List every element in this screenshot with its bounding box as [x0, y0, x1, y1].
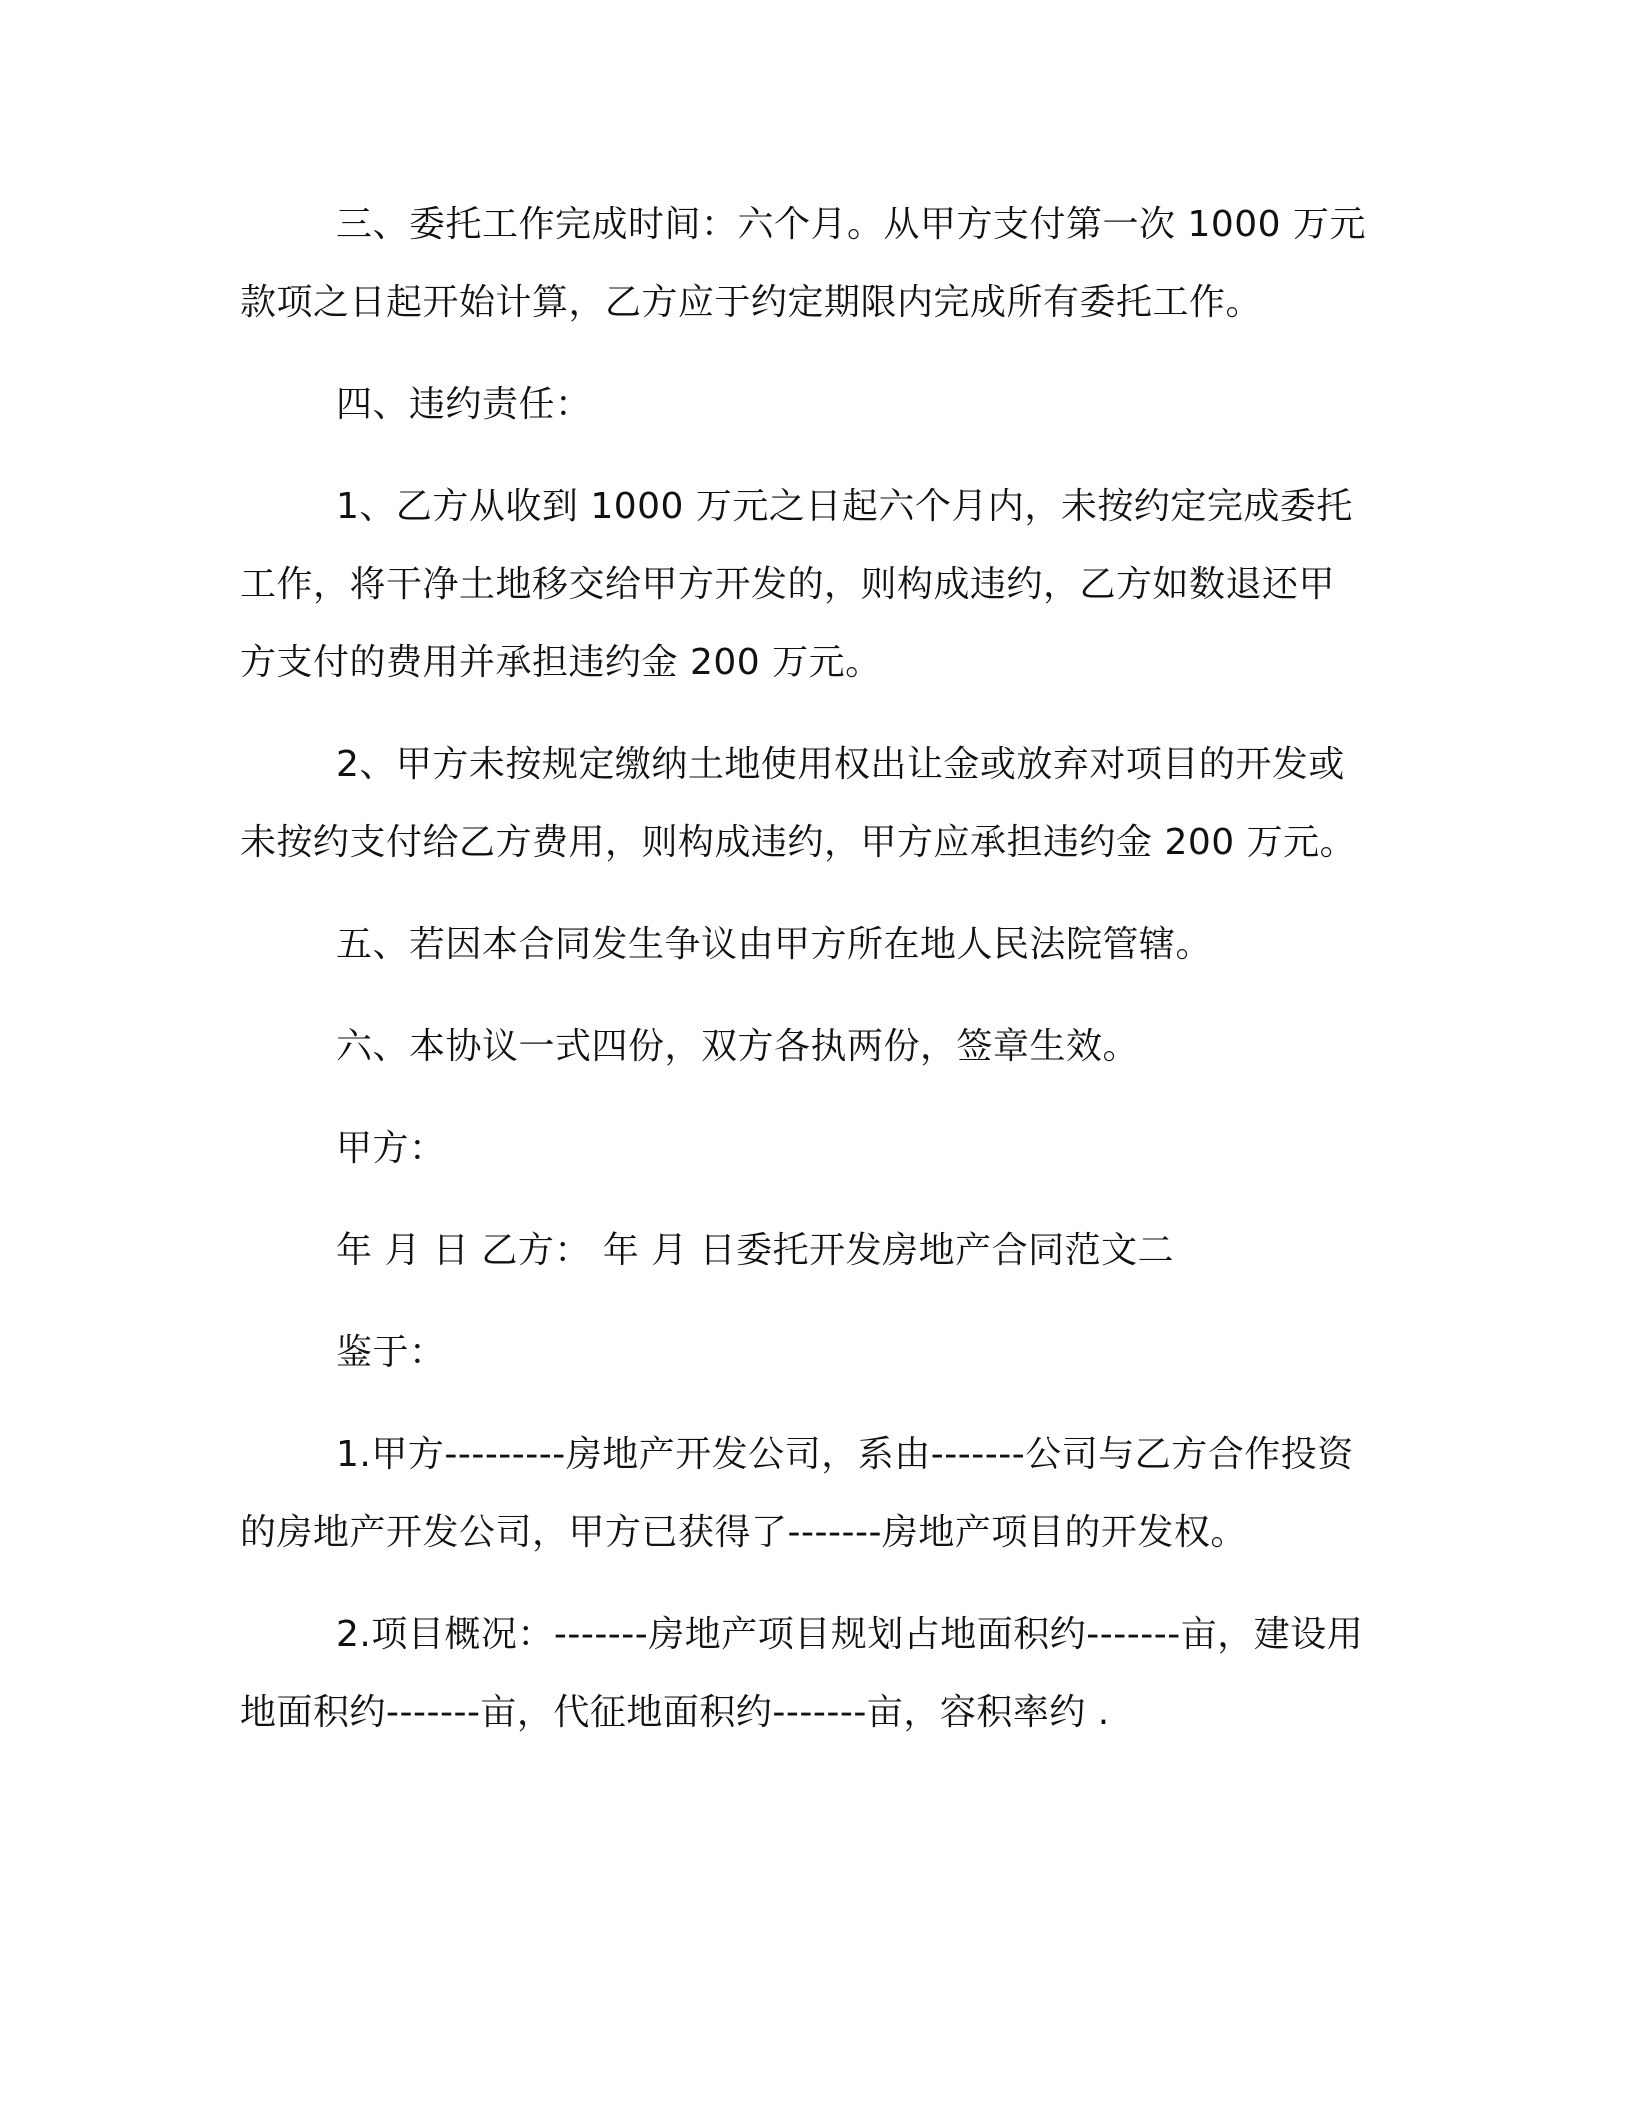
signature-party-a: 甲方： [336, 1128, 446, 1169]
clause-jurisdiction: 五、若因本合同发生争议由甲方所在地人民法院管辖。 [336, 924, 1213, 965]
whereas-heading: 鉴于： [336, 1332, 446, 1373]
signature-date-line: 年 月 日 乙方： 年 月 日委托开发房地产合同范文二 [336, 1230, 1175, 1271]
document-body [240, 186, 1370, 1752]
clause-breach-heading: 四、违约责任： [336, 384, 592, 425]
clause-breach-party-a: 2、甲方未按规定缴纳土地使用权出让金或放弃对项目的开发或未按约支付给乙方费用，则构成违约，甲方应承担违约金 200 万元。 [240, 744, 1357, 863]
clause-breach-party-b: 1、乙方从收到 1000 万元之日起六个月内，未按约定完成委托工作，将干净土地移交给甲方开发的，则构成违约，乙方如数退还甲方支付的费用并承担违约金 200 万元。 [240, 486, 1353, 683]
whereas-item-1: 1.甲方---------房地产开发公司，系由-------公司与乙方合作投资的房地产开发公司，甲方已获得了-------房地产项目的开发权。 [240, 1434, 1354, 1553]
clause-copies: 六、本协议一式四份，双方各执两份，签章生效。 [336, 1026, 1140, 1067]
clause-completion-time: 三、委托工作完成时间：六个月。从甲方支付第一次 1000 万元款项之日起开始计算，乙方应于约定期限内完成所有委托工作。 [240, 204, 1367, 323]
whereas-item-2: 2.项目概况：-------房地产项目规划占地面积约-------亩，建设用地面积约-------亩，代征地面积约-------亩，容积率约 . [240, 1614, 1364, 1733]
